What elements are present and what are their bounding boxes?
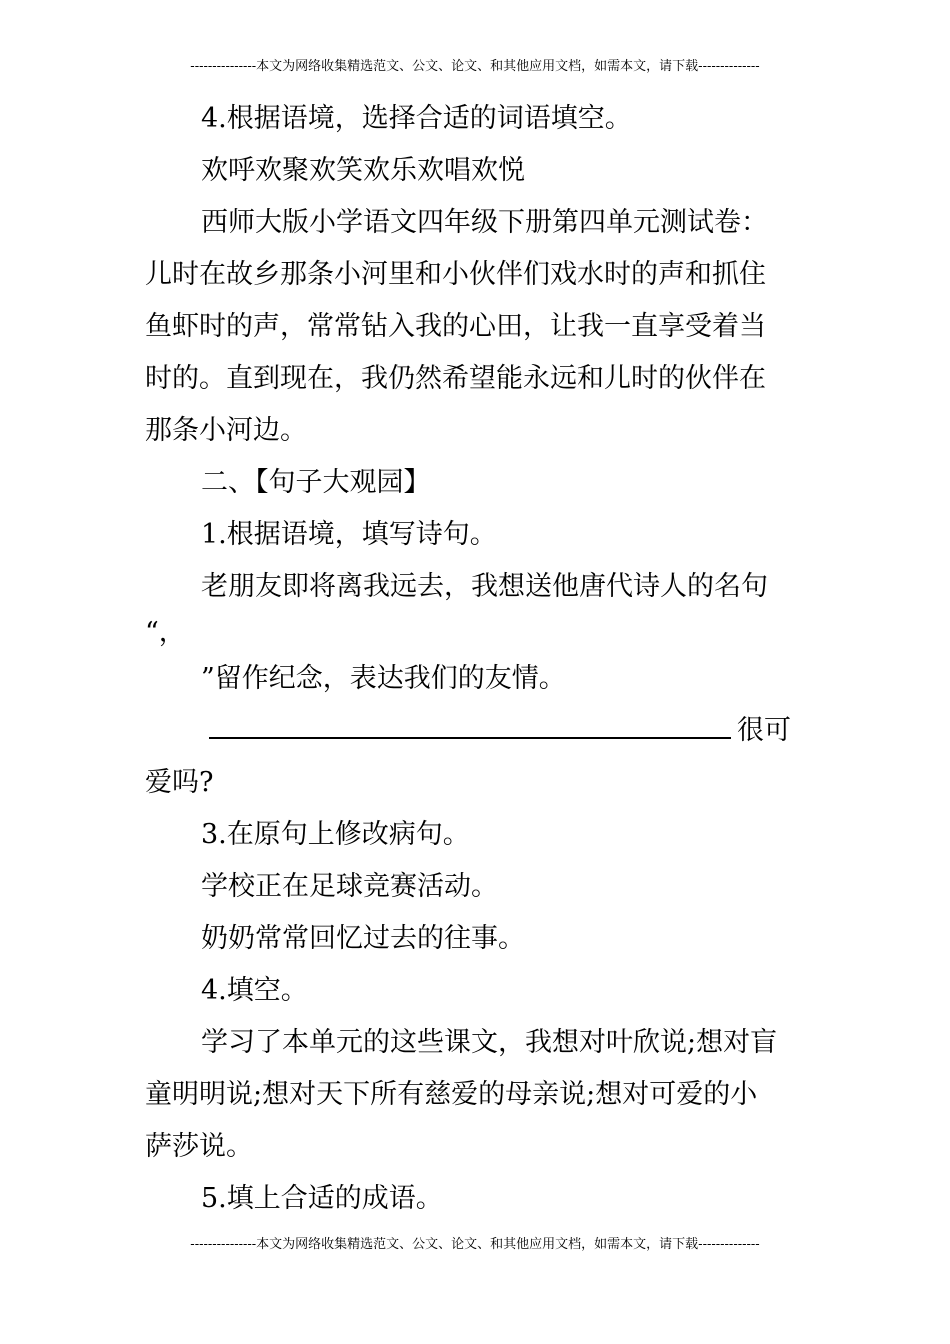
faulty-sentence-1: 学校正在足球竞赛活动。	[201, 871, 498, 902]
answer-blank	[209, 707, 731, 739]
document-body	[145, 93, 805, 1225]
page-header: ---------------本文为网络收集精选范文、公文、论文、和其他应用文档，如需本文，请下载--------------	[190, 59, 760, 74]
question-4-fill-instruction: 4.填空。	[201, 975, 308, 1006]
faulty-sentence-2: 奶奶常常回忆过去的往事。	[201, 923, 525, 954]
fill-in-suffix: 很可	[737, 715, 791, 746]
word-options: 欢呼欢聚欢笑欢乐欢唱欢悦	[201, 155, 525, 186]
question-3-instruction: 3.在原句上修改病句。	[201, 819, 470, 850]
fill-in-continuation: 爱吗?	[145, 767, 214, 798]
passage-line-2: 鱼虾时的声，常常钻入我的心田，让我一直享受着当	[145, 311, 766, 342]
question-1-prompt: 老朋友即将离我远去，我想送他唐代诗人的名句	[201, 571, 768, 602]
quote-close-line: ”留作纪念，表达我们的友情。	[201, 663, 566, 694]
quote-open: “，	[145, 617, 186, 648]
fill-in-line	[145, 705, 805, 757]
test-title: 西师大版小学语文四年级下册第四单元测试卷：	[201, 207, 768, 238]
fill-paragraph-line-3: 萨莎说。	[145, 1131, 253, 1162]
passage-line-4: 那条小河边。	[145, 415, 307, 446]
question-1-instruction: 1.根据语境，填写诗句。	[201, 519, 497, 550]
passage-line-1: 儿时在故乡那条小河里和小伙伴们戏水时的声和抓住	[145, 259, 766, 290]
page-footer: ---------------本文为网络收集精选范文、公文、论文、和其他应用文档，如需本文，请下载--------------	[190, 1237, 760, 1252]
section-2-heading: 二、【句子大观园】	[201, 467, 431, 498]
passage-line-3: 时的。直到现在，我仍然希望能永远和儿时的伙伴在	[145, 363, 766, 394]
question-4-instruction: 4.根据语境，选择合适的词语填空。	[201, 103, 632, 134]
fill-paragraph-line-2: 童明明说;想对天下所有慈爱的母亲说;想对可爱的小	[145, 1079, 758, 1110]
fill-paragraph-line-1: 学习了本单元的这些课文，我想对叶欣说;想对盲	[201, 1027, 778, 1058]
question-5-instruction: 5.填上合适的成语。	[201, 1183, 443, 1214]
